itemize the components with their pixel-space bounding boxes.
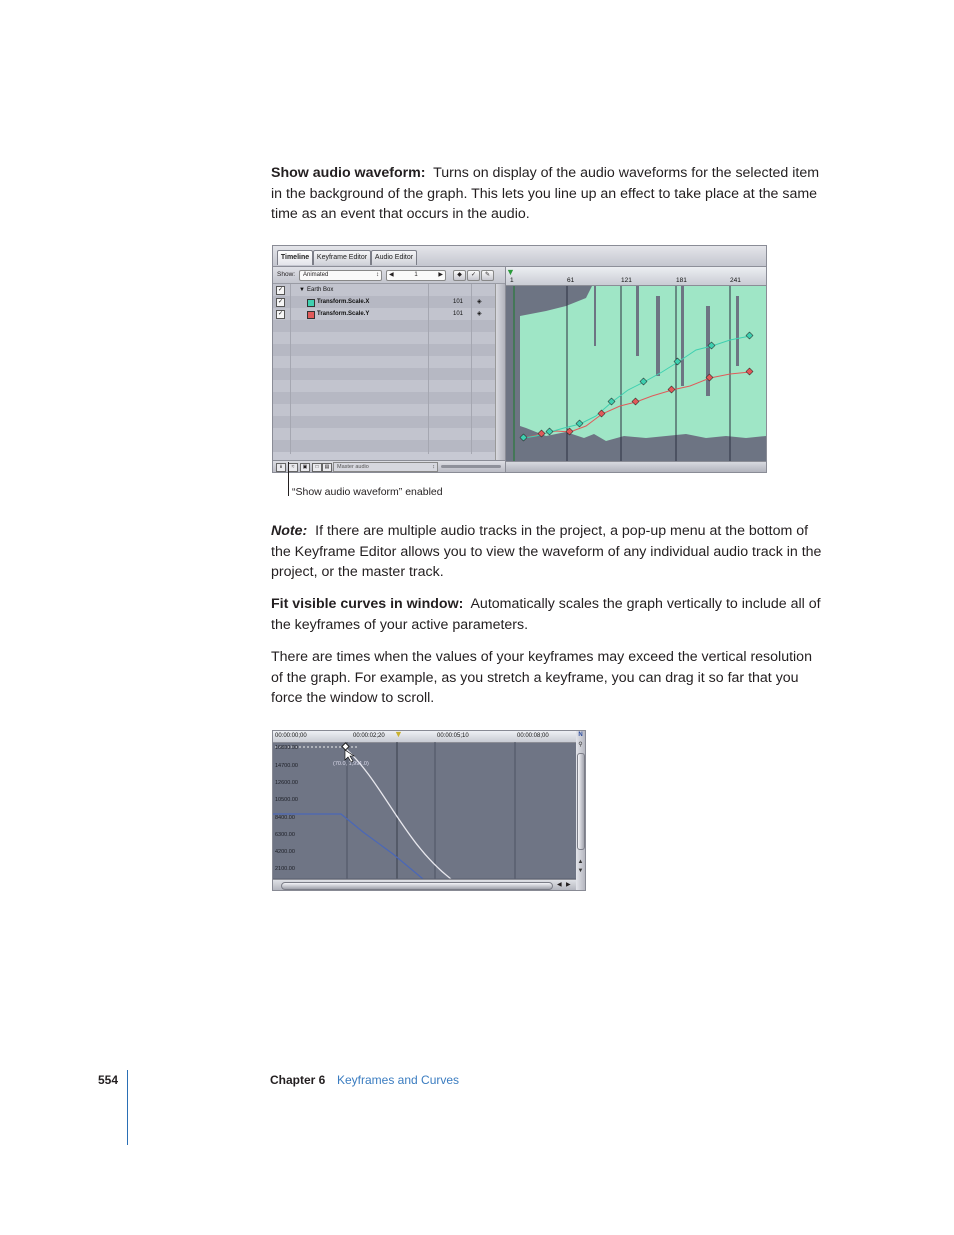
tab-keyframe-editor[interactable]: Keyframe Editor	[313, 250, 371, 265]
frame-ruler[interactable]	[506, 267, 766, 286]
keyframe-tool-button[interactable]: ✓	[467, 270, 480, 281]
group-label: Earth Box	[307, 287, 334, 293]
horizontal-scrollbar[interactable]	[273, 879, 576, 891]
fit-curves-description: Automatically scales the graph vertically to include all of the keyframes of your active parameters.	[271, 596, 821, 633]
dragged-keyframe-marker	[342, 743, 349, 750]
chapter-title-link[interactable]: Keyframes and Curves	[337, 1073, 460, 1087]
keyframe-scroll-screenshot	[272, 730, 586, 891]
keyframe-curve-graph	[273, 742, 576, 879]
fit-curves-paragraph	[271, 594, 827, 635]
keyframe-graph[interactable]	[506, 267, 766, 472]
timecode-label: 00:00:02;20	[353, 733, 385, 739]
horizontal-scroll-thumb[interactable]	[281, 882, 553, 890]
param-label: Transform.Scale.Y	[317, 311, 370, 317]
keyframe-toolbar	[273, 267, 505, 284]
curve-color-swatch	[307, 311, 315, 319]
show-audio-waveform-paragraph	[271, 163, 827, 225]
playhead-icon[interactable]: ▼	[506, 267, 515, 277]
param-label: Transform.Scale.X	[317, 299, 370, 305]
keyframe-marker	[520, 434, 527, 441]
snapshot-icon[interactable]: ▣	[300, 463, 310, 472]
chapter-label: Chapter 6	[270, 1073, 326, 1087]
timecode-label: 00:00:08;00	[517, 733, 549, 739]
y-axis-label: 2100.00	[275, 866, 295, 872]
waveform-gap	[636, 286, 639, 356]
footer-rule	[127, 1070, 128, 1145]
ruler-label: 61	[567, 277, 575, 284]
waveform-gap	[706, 306, 710, 396]
ruler-label: 241	[730, 277, 741, 284]
term-show-audio-waveform: Show audio waveform:	[271, 165, 426, 181]
y-axis-label: 16800.00	[275, 745, 298, 751]
waveform-gap	[736, 296, 739, 366]
callout-line	[288, 462, 289, 496]
vertical-scroll-thumb[interactable]	[577, 753, 585, 850]
param-checkbox[interactable]: ✓	[277, 299, 284, 305]
add-keyframe-button[interactable]: ◆	[453, 270, 466, 281]
zoom-icon[interactable]: ⚲	[578, 742, 583, 748]
current-frame-value: 1	[414, 272, 418, 278]
disclosure-triangle-icon[interactable]: ▼	[299, 287, 305, 293]
audio-waveform-graph	[506, 286, 766, 462]
param-checkbox[interactable]: ✓	[277, 311, 284, 317]
keyframe-value-tooltip: (70.0, 1,991.0)	[333, 761, 369, 767]
fit-visible-curves-icon[interactable]: ↡	[276, 463, 286, 472]
sketch-tool-button[interactable]: ✎	[481, 270, 494, 281]
column-divider	[290, 284, 291, 454]
parameter-list-scrollbar[interactable]	[495, 284, 505, 460]
note-description: If there are multiple audio tracks in the project, a pop-up menu at the bottom of the Keyframe Editor allows you to view the waveform of any individual audio track in the project, or the master track.	[271, 523, 822, 580]
keyframe-editor-waveform-screenshot	[272, 245, 767, 473]
vertical-resolution-text: There are times when the values of your keyframes may exceed the vertical resolution of the graph. For example, as you stretch a keyframe, you can drag it so far that you force the window to scroll.	[271, 649, 812, 706]
scroll-left-icon[interactable]: ◀	[557, 882, 562, 888]
y-axis-label: 14700.00	[275, 763, 298, 769]
term-fit-visible-curves: Fit visible curves in window:	[271, 596, 464, 612]
screenshot-caption: “Show audio waveform” enabled	[292, 486, 443, 498]
previous-frame-icon[interactable]: ◀	[389, 272, 394, 278]
y-axis-label: 10500.00	[275, 797, 298, 803]
timecode-label: 00:00:00;00	[275, 733, 307, 739]
fit-visible-curves-icon[interactable]: N	[578, 732, 583, 738]
keyframe-diamond-icon[interactable]: ◈	[477, 299, 482, 305]
show-audio-waveform-icon[interactable]: ≈	[288, 463, 298, 472]
param-value[interactable]: 101	[453, 311, 464, 317]
popup-arrows-icon: ↕	[432, 464, 435, 470]
note-paragraph	[271, 521, 827, 583]
keyframe-editor-bottom-bar	[273, 460, 505, 473]
show-popup-value: Animated	[303, 272, 329, 278]
playhead-icon[interactable]: ▼	[394, 730, 403, 739]
waveform-gap	[594, 286, 596, 346]
vertical-scrollbar[interactable]	[576, 731, 585, 890]
clear-icon[interactable]: □	[312, 463, 322, 472]
waveform-gap	[681, 286, 684, 386]
graph-scrollbar[interactable]	[506, 461, 766, 473]
y-axis-label: 6300.00	[275, 832, 295, 838]
page-number: 554	[98, 1073, 119, 1087]
param-value[interactable]: 101	[453, 299, 464, 305]
y-axis-label: 12600.00	[275, 780, 298, 786]
y-axis-label: 8400.00	[275, 815, 295, 821]
waveform-gap	[656, 296, 660, 376]
timecode-label: 00:00:05;10	[437, 733, 469, 739]
audio-track-value: Master audio	[337, 464, 369, 470]
audio-track-popup[interactable]	[333, 462, 438, 472]
tab-audio-editor[interactable]: Audio Editor	[371, 250, 417, 265]
y-axis-label: 4200.00	[275, 849, 295, 855]
popup-arrows-icon: ↕	[376, 272, 379, 278]
column-divider	[471, 284, 472, 454]
tab-timeline[interactable]: Timeline	[277, 250, 313, 265]
curve-color-swatch	[307, 299, 315, 307]
audio-waveform	[520, 286, 766, 441]
tab-bar	[273, 246, 766, 267]
curve-set-icon[interactable]: ▤	[322, 463, 332, 472]
ruler-label: 181	[676, 277, 687, 284]
secondary-curve	[273, 814, 423, 879]
ruler-label: 121	[621, 277, 632, 284]
ruler-label: 1	[510, 277, 514, 284]
show-label: Show:	[277, 271, 296, 278]
column-divider	[428, 284, 429, 454]
next-frame-icon[interactable]: ▶	[438, 272, 443, 278]
show-audio-waveform-description: Turns on display of the audio waveforms for the selected item in the background of the graph. This lets you line up an effect to take place at the same time as an event that occurs in the audio.	[271, 165, 820, 222]
vertical-resolution-paragraph	[271, 647, 827, 709]
scroll-down-icon[interactable]: ▼	[577, 868, 584, 874]
show-popup[interactable]	[299, 270, 382, 281]
parameter-list-pane	[273, 267, 506, 472]
scroll-up-icon[interactable]: ▲	[577, 859, 584, 865]
current-frame-field[interactable]	[386, 270, 446, 281]
note-term: Note:	[271, 523, 308, 539]
scroll-right-icon[interactable]: ▶	[566, 882, 571, 888]
keyframe-diamond-icon[interactable]: ◈	[477, 311, 482, 317]
zoom-slider[interactable]	[441, 465, 501, 468]
group-checkbox[interactable]: ✓	[277, 287, 284, 293]
